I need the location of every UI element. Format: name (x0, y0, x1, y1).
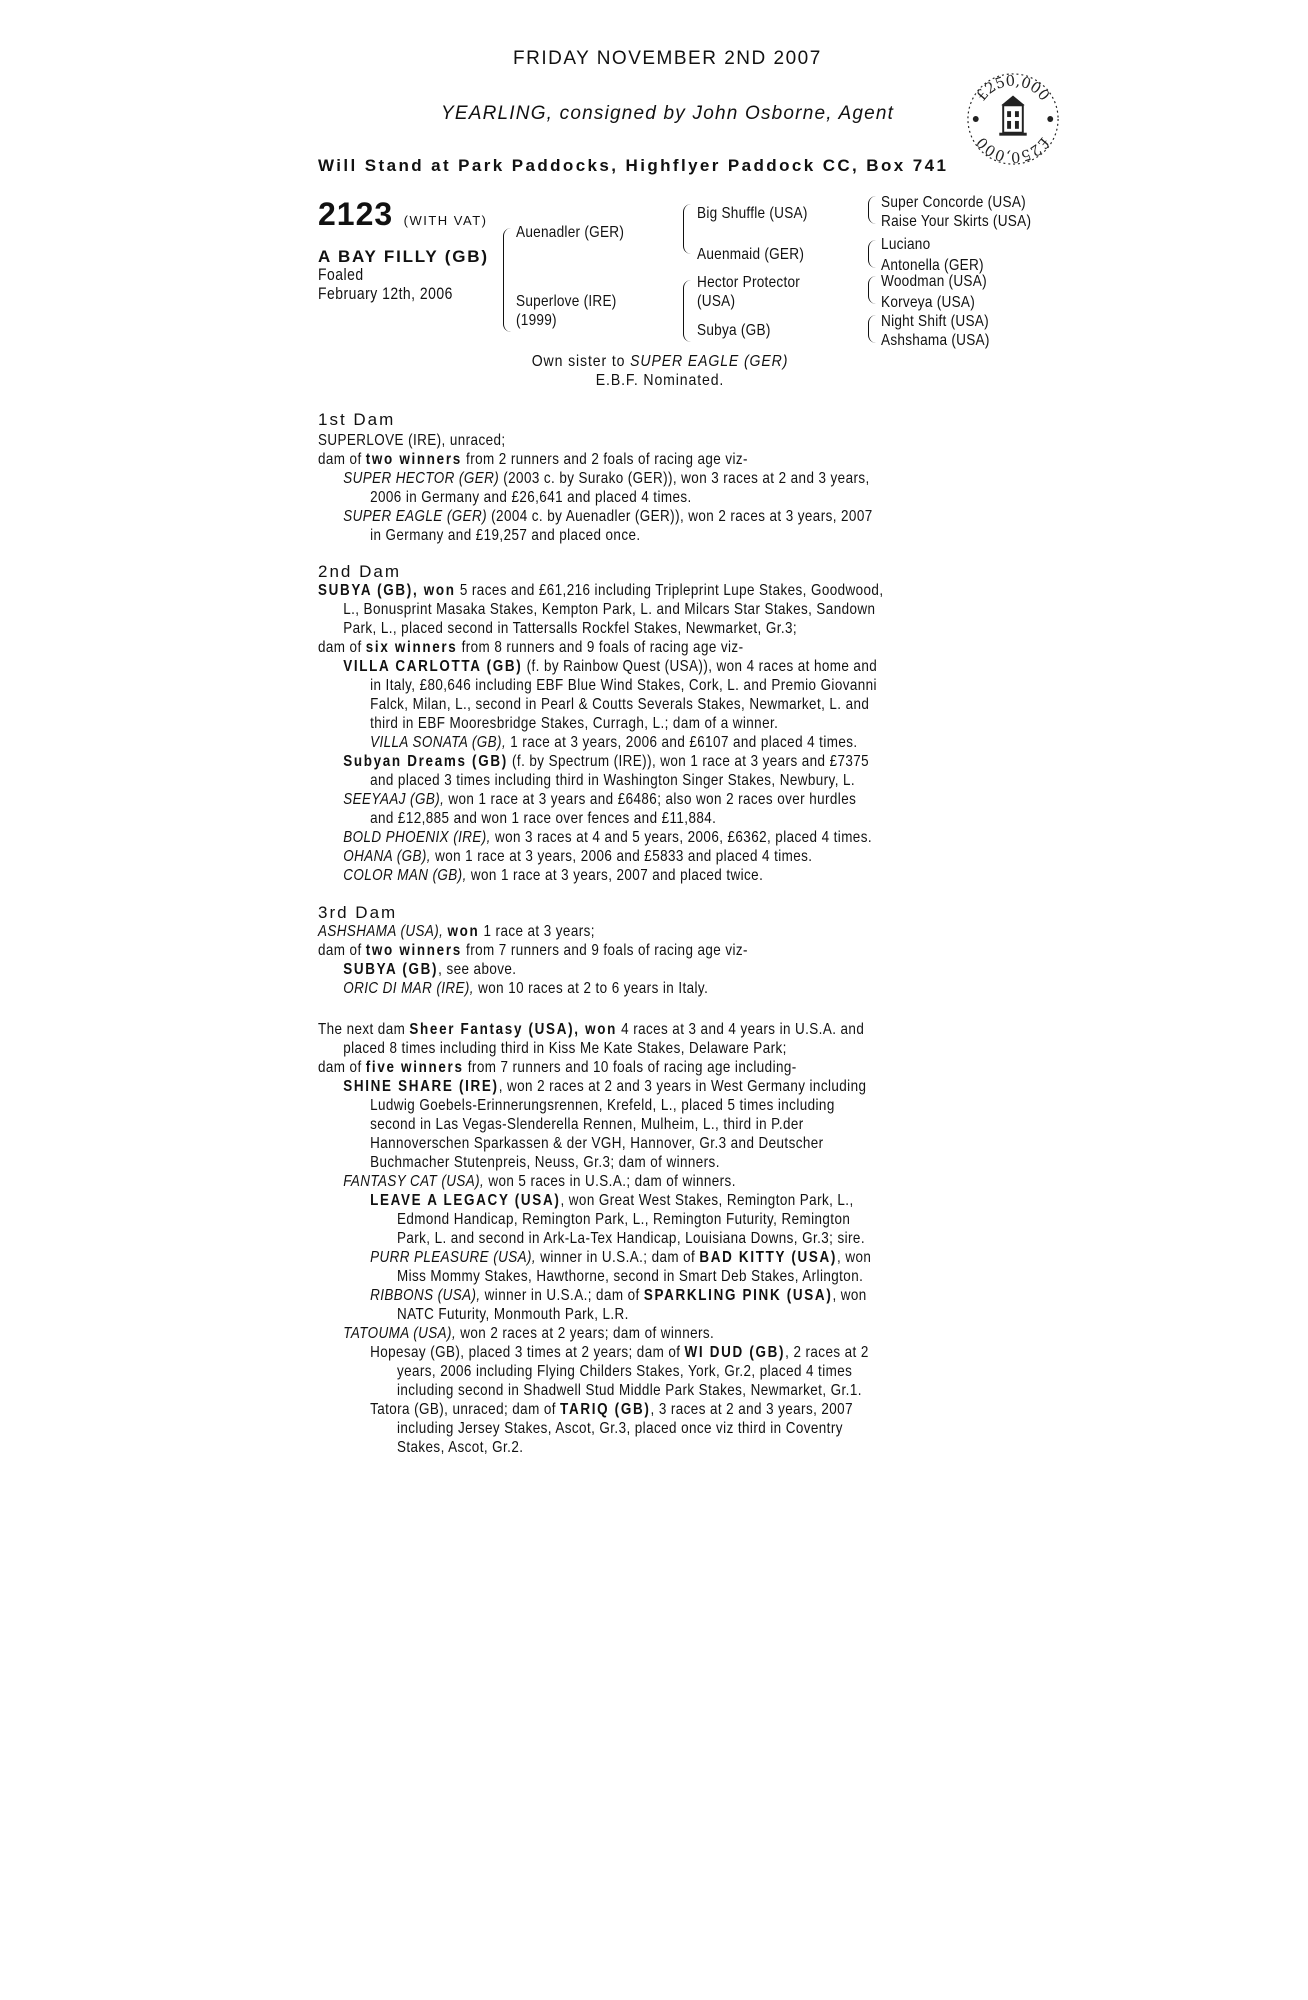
horse-name: A BAY FILLY (GB) (318, 247, 489, 266)
first-dam-section: 1st Dam SUPERLOVE (IRE), unraced; dam of two winners from 2 runners and 2 foals of racing age viz- SUPER HECTOR (GER) (2003 c. by Surako (GER)), won 3 races at 2 and 3 years, 2006 in Germany and £26,641 and placed 4 times. SUPER EAGLE (GER) (2004 c. by Auenadler (GER)), won 2 races at 3 years, 2007 in Germany and £19,257 and placed once. (318, 410, 978, 545)
pedigree-ggp-5: Woodman (USA) (881, 273, 987, 290)
pedigree-dam-year: (1999) (516, 312, 557, 329)
third-dam-section: 3rd Dam ASHSHAMA (USA), won 1 race at 3 years; dam of two winners from 7 runners and 9 foals of racing age viz- SUBYA (GB), see above. ORIC DI MAR (IRE), won 10 races at 2 to 6 years in Italy. (318, 903, 830, 998)
second-dam-heading: 2nd Dam (318, 562, 401, 581)
own-sister-note: Own sister to SUPER EAGLE (GER) (531, 353, 789, 370)
lot-heading (318, 196, 487, 233)
pedigree-ggp-1: Super Concorde (USA) (881, 194, 1026, 211)
pedigree-brace-sire (683, 204, 692, 254)
pedigree-ggp-7: Night Shift (USA) (881, 313, 989, 330)
pedigree-brace-ggp3 (868, 276, 877, 304)
pedigree-ggp-2: Raise Your Skirts (USA) (881, 213, 1032, 230)
lot-number: 2123 (318, 196, 394, 232)
pedigree-brace-dam (683, 280, 692, 342)
pedigree-sire-sire: Big Shuffle (USA) (697, 205, 808, 222)
pedigree-sire-dam: Auenmaid (GER) (697, 246, 805, 263)
pedigree-ggp-6: Korveya (USA) (881, 294, 976, 311)
stand-location: Will Stand at Park Paddocks, Highflyer Paddock CC, Box 741 (318, 156, 949, 175)
foaled-date: February 12th, 2006 (318, 284, 453, 303)
pedigree-dam-sire-country: (USA) (697, 293, 736, 310)
ebf-nominated: E.B.F. Nominated. (595, 372, 725, 389)
svg-text:£250,000: £250,000 (973, 133, 1053, 166)
pedigree-dam-dam: Subya (GB) (697, 322, 771, 339)
third-dam-heading: 3rd Dam (318, 903, 398, 922)
pedigree-brace-ggp1 (868, 196, 877, 224)
pedigree-ggp-4: Antonella (GER) (881, 257, 984, 274)
pedigree-brace-ggp2 (868, 240, 877, 268)
next-dam-section: The next dam Sheer Fantasy (USA), won 4 races at 3 and 4 years in U.S.A. and placed 8 times including third in Kiss Me Kate Stakes, Delaware Park; dam of five winners from 7 runners and 10 foals of racing age including- SHINE SHARE (IRE), won 2 races at 2 and 3 years in West Germany including Ludwig Goebels-Erinnerungsrennen, Krefeld, L., placed 5 times including second in Las Vegas-Slenderella Rennen, Mulheim, L., third in P.der Hannoverschen Sparkassen & der VGH, Hannover, Gr.3 and Deutscher Buchmacher Stutenpreis, Neuss, Gr.3; dam of winners. FANTASY CAT (USA), won 5 races in U.S.A.; dam of winners. LEAVE A LEGACY (USA), won Great West Stakes, Remington Park, L., Edmond Handicap, Remington Park, L., Remington Futurity, Remington Park, L. and second in Ark-La-Tex Handicap, Louisiana Downs, Gr.3; sire. PURR PLEASURE (USA), winner in U.S.A.; dam of BAD KITTY (USA), won Miss Mommy Stakes, Hawthorne, second in Smart Deb Stakes, Arlington. RIBBONS (USA), winner in U.S.A.; dam of SPARKLING PINK (USA), won NATC Futurity, Monmouth Park, L.R. TATOUMA (USA), won 2 races at 2 years; dam of winners. Hopesay (GB), placed 3 times at 2 years; dam of WI DUD (GB), 2 races at 2 years, 2006 including Flying Childers Stakes, York, Gr.2, placed 4 times including second in Shadwell Stud Middle Park Stakes, Newmarket, Gr.1. Tatora (GB), unraced; dam of TARIQ (GB), 3 races at 2 and 3 years, 2007 including Jersey Stakes, Ascot, Gr.3, placed once viz third in Coventry Stakes, Ascot, Gr.2. (318, 1021, 872, 1456)
foaled-label: Foaled (318, 265, 364, 284)
auction-seal-icon (964, 70, 1062, 168)
vat-note: (WITH VAT) (403, 213, 488, 228)
svg-text:£250,000: £250,000 (973, 72, 1053, 105)
pedigree-dam-sire: Hector Protector (697, 274, 801, 291)
pedigree-sire: Auenadler (GER) (516, 224, 625, 241)
second-dam-section: 2nd Dam SUBYA (GB), won 5 races and £61,216 including Tripleprint Lupe Stakes, Goodwood, L., Bonusprint Masaka Stakes, Kempton Park, L. and Milcars Star Stakes, Sandown Park, L., placed second in Tattersalls Rockfel Stakes, Newmarket, Gr.3; dam of six winners from 8 runners and 9 foals of racing age viz- VILLA CARLOTTA (GB) (f. by Rainbow Quest (USA)), won 4 races at home and in Italy, £80,646 including EBF Blue Wind Stakes, Cork, L. and Premio Giovanni Falck, Milan, L., second in Pearl & Coutts Severals Stakes, Newmarket, L. and third in EBF Mooresbridge Stakes, Curragh, L.; dam of a winner. VILLA SONATA (GB), 1 race at 3 years, 2006 and £6107 and placed 4 times. Subyan Dreams (GB) (f. by Spectrum (IRE)), won 1 race at 3 years and £7375 and placed 3 times including third in Washington Singer Stakes, Newbury, L. SEEYAAJ (GB), won 1 race at 3 years and £6486; also won 2 races over hurdles and £12,885 and won 1 race over fences and £11,884. BOLD PHOENIX (IRE), won 3 races at 4 and 5 years, 2006, £6362, placed 4 times. OHANA (GB), won 1 race at 3 years, 2006 and £5833 and placed 4 times. COLOR MAN (GB), won 1 race at 3 years, 2007 and placed twice. (318, 562, 991, 885)
pedigree-ggp-8: Ashshama (USA) (881, 332, 990, 349)
first-dam-heading: 1st Dam (318, 410, 396, 429)
pedigree-brace-ggp4 (868, 315, 877, 343)
pedigree-ggp-3: Luciano (881, 236, 931, 253)
pedigree-dam: Superlove (IRE) (516, 293, 617, 310)
sale-date: FRIDAY NOVEMBER 2ND 2007 (513, 48, 822, 69)
pedigree-brace-parents (503, 228, 512, 332)
consignor-line: YEARLING, consigned by John Osborne, Agent (441, 103, 895, 124)
